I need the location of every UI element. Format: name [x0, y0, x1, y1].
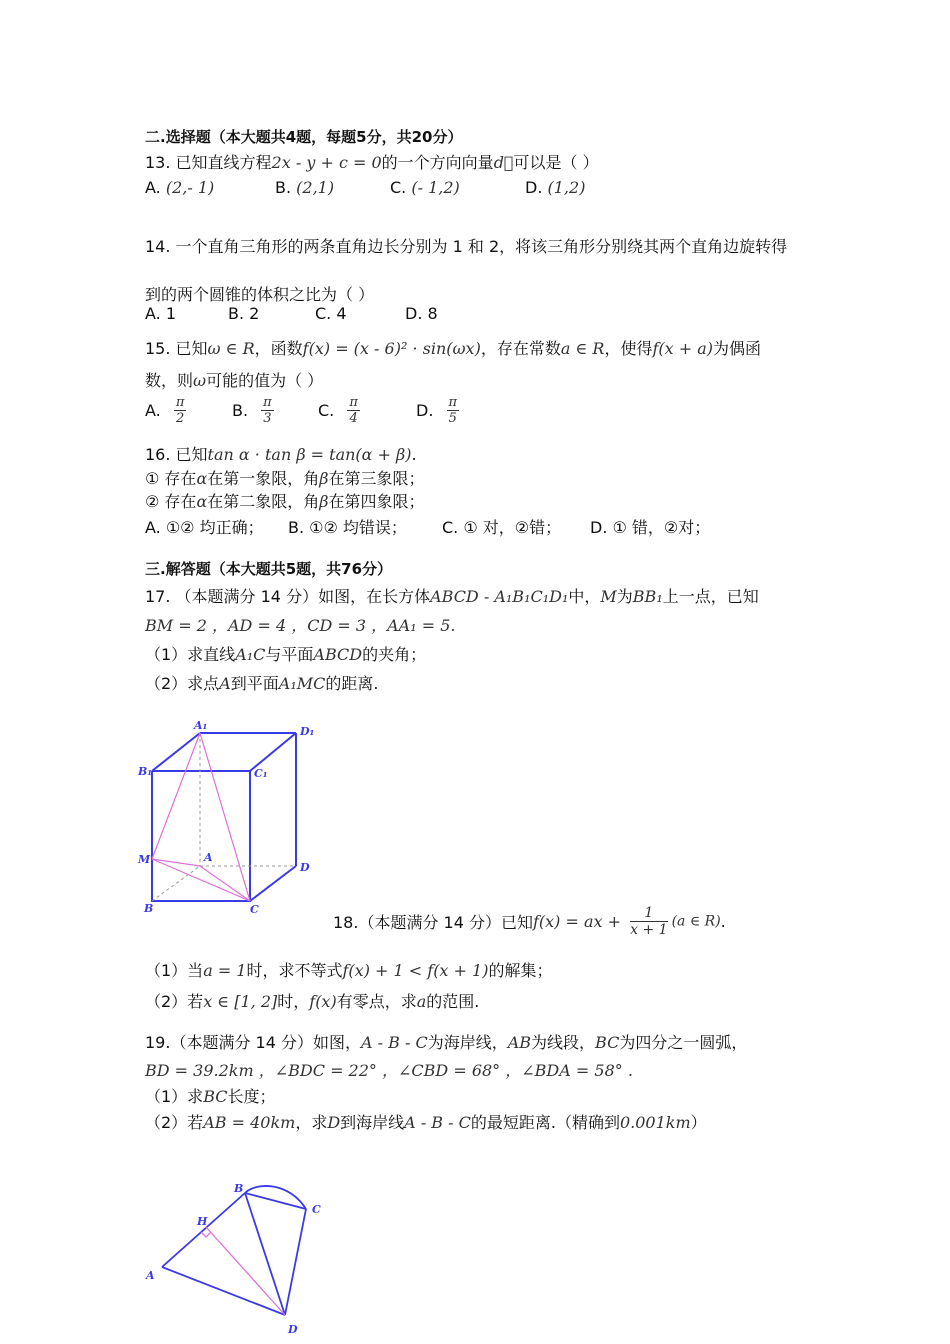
q15-option-d: D. $\frac{\pi}{5}$	[416, 395, 458, 426]
q18-fraction: $\frac{1}{x + 1}$	[630, 905, 668, 938]
q13-equation: 2x - y + c = 0	[271, 153, 382, 172]
q16-equation: tan α · tan β = tan(α + β)	[207, 445, 412, 464]
q16-option-a: A. ①② 均正确；	[145, 518, 264, 537]
q19-coastline-figure	[140, 1175, 340, 1335]
q14-option-a: A. 1	[145, 304, 177, 323]
q17-sub1: （1）求直线A₁C与平面ABCD的夹角；	[145, 645, 427, 664]
q18-stem: 18.（本题满分 14 分）已知f(x) = ax + $\frac{1}{x + 1}$ (a ∈ R).	[333, 905, 726, 938]
q15-option-c: C. $\frac{\pi}{4}$	[318, 395, 358, 426]
q14-line1: 14. 一个直角三角形的两条直角边长分别为 1 和 2，将该三角形分别绕其两个直角边旋转得	[145, 237, 788, 256]
q15-option-b: B. $\frac{\pi}{3}$	[232, 395, 272, 426]
q16-option-c: C. ① 对，②错；	[442, 518, 562, 537]
label-b1: B₁	[138, 765, 153, 778]
q13-vector: d⃗	[493, 153, 514, 172]
q16-stem: 16. 已知tan α · tan β = tan(α + β).	[145, 445, 417, 464]
q15-function: f(x) = (x - 6)² · sin(ωx)	[302, 339, 481, 358]
q17-cuboid-figure	[130, 715, 330, 920]
label-h: H	[197, 1215, 208, 1228]
q15-omega-in-r: ω ∈ R	[207, 339, 255, 358]
q13-option-c: C. (- 1,2)	[390, 178, 460, 197]
q17-stem-line1: 17. （本题满分 14 分）如图，在长方体ABCD - A₁B₁C₁D₁中，M为BB₁上一点，已知	[145, 587, 759, 606]
q13-option-d: D. (1,2)	[525, 178, 586, 197]
q14-option-d: D. 8	[405, 304, 438, 323]
q13-mid: 的一个方向向量	[381, 153, 494, 172]
q16-statement-1: ① 存在α在第一象限，角β在第三象限；	[145, 469, 425, 488]
q14-option-c: C. 4	[315, 304, 347, 323]
q14-option-b: B. 2	[228, 304, 260, 323]
label-b: B	[234, 1182, 244, 1195]
q15-stem-line2: 数，则ω可能的值为（ ）	[145, 371, 324, 390]
label-c: C	[312, 1203, 321, 1216]
label-a: A	[204, 851, 213, 864]
label-a: A	[146, 1269, 155, 1282]
q17-sub2: （2）求点A到平面A₁MC的距离.	[145, 674, 379, 693]
q14-line2: 到的两个圆锥的体积之比为（ ）	[145, 285, 375, 304]
section-3-title: 三.解答题（本大题共5题，共76分）	[145, 560, 393, 578]
q17-stem-line2: BM = 2 ，AD = 4 ，CD = 3 ，AA₁ = 5.	[145, 616, 456, 635]
q15-option-a: A. $\frac{\pi}{2}$	[145, 395, 185, 426]
q18-sub1: （1）当a = 1时，求不等式f(x) + 1 < f(x + 1)的解集；	[145, 961, 553, 980]
section-2-title: 二.选择题（本大题共4题，每题5分，共20分）	[145, 128, 463, 146]
label-a1: A₁	[194, 719, 208, 732]
q19-stem-line1: 19.（本题满分 14 分）如图，A - B - C为海岸线，AB为线段，BC为四分之一圆弧，	[145, 1033, 748, 1052]
label-c: C	[250, 903, 259, 916]
q19-sub2: （2）若AB = 40km，求D到海岸线A - B - C的最短距离.（精确到0.001km）	[145, 1113, 707, 1132]
q16-option-b: B. ①② 均错误；	[288, 518, 407, 537]
label-d1: D₁	[300, 725, 315, 738]
q15-stem-line1: 15. 已知ω ∈ R，函数f(x) = (x - 6)² · sin(ωx)，存在常数a ∈ R，使得f(x + a)为偶函	[145, 339, 762, 358]
q13-option-b: B. (2,1)	[275, 178, 335, 197]
q13-post: 可以是（ ）	[513, 153, 599, 172]
q18-sub2: （2）若x ∈ [1, 2]时，f(x)有零点，求a的范围.	[145, 992, 480, 1011]
q13-option-a: A. (2,- 1)	[145, 178, 215, 197]
q16-statement-2: ② 存在α在第二象限，角β在第四象限；	[145, 492, 425, 511]
q16-option-d: D. ① 错，②对；	[590, 518, 711, 537]
label-d: D	[288, 1323, 298, 1335]
label-d: D	[300, 861, 310, 874]
label-c1: C₁	[254, 767, 268, 780]
q13-stem	[145, 150, 599, 173]
q19-sub1: （1）求BC长度；	[145, 1087, 276, 1106]
q19-stem-line2: BD = 39.2km ，∠BDC = 22° ，∠CBD = 68° ，∠BDA = 58° .	[145, 1061, 633, 1080]
label-m: M	[138, 853, 151, 866]
label-b: B	[144, 902, 154, 915]
q13-pre: 13. 已知直线方程	[145, 153, 272, 172]
